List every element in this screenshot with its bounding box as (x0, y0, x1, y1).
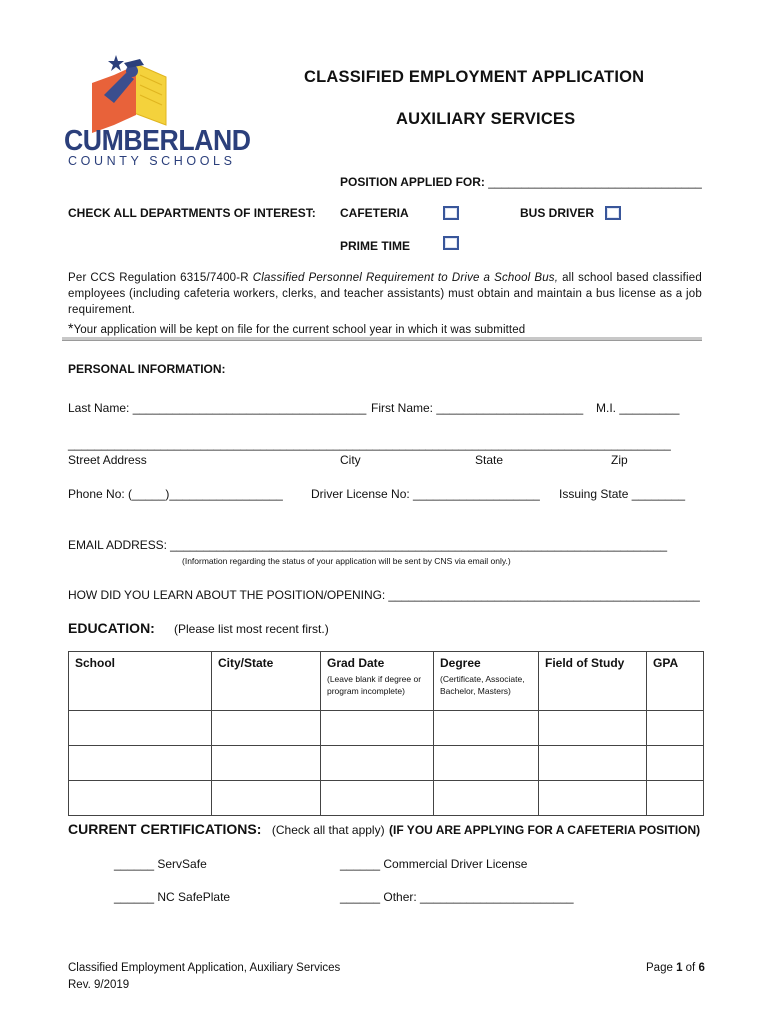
education-header-row (69, 652, 704, 711)
cafeteria-checkbox[interactable] (443, 206, 459, 220)
footer-doc-title: Classified Employment Application, Auxiliary Services (68, 962, 341, 974)
how-learned-field[interactable]: HOW DID YOU LEARN ABOUT THE POSITION/OPENING: _______________________________________________ (68, 588, 700, 602)
table-row[interactable] (69, 711, 704, 746)
first-name-field[interactable]: First Name: ______________________ (371, 401, 584, 415)
col-gpa: GPA (647, 652, 704, 711)
application-kept-note (68, 320, 525, 336)
education-table (68, 651, 704, 816)
cdl-field[interactable]: ______ Commercial Driver License (340, 857, 528, 871)
form-title: CLASSIFIED EMPLOYMENT APPLICATION (304, 68, 645, 86)
section-divider (62, 337, 702, 341)
departments-label: CHECK ALL DEPARTMENTS OF INTEREST: (68, 206, 316, 220)
col-grad-date: Grad Date (Leave blank if degree or program incomplete) (321, 652, 434, 711)
bus-license-notice (68, 270, 702, 318)
prime-time-checkbox[interactable] (443, 236, 459, 250)
col-city-state: City/State (212, 652, 321, 711)
email-field[interactable]: EMAIL ADDRESS: ___________________________________________________________________________ (68, 538, 667, 552)
middle-initial-field[interactable]: M.I. _________ (596, 401, 680, 415)
zip-label: Zip (611, 453, 628, 467)
other-cert-field[interactable]: ______ Other: _______________________ (340, 890, 574, 904)
logo (64, 55, 251, 170)
servsafe-field[interactable]: ______ ServSafe (114, 857, 207, 871)
logo-wordmark: CUMBERLAND (64, 125, 251, 157)
logo-book-icon (74, 55, 224, 135)
cafeteria-label: CAFETERIA (340, 206, 409, 220)
issuing-state-field[interactable]: Issuing State ________ (559, 487, 686, 501)
table-row[interactable] (69, 781, 704, 816)
certifications-heading-line (68, 821, 700, 839)
degree-note: (Certificate, Associate, Bachelor, Masters) (440, 674, 525, 696)
bus-driver-label: BUS DRIVER (520, 206, 595, 220)
notice-prefix: Per CCS Regulation 6315/7400-R (68, 272, 253, 284)
certifications-note-bold: (IF YOU ARE APPLYING FOR A CAFETERIA POSITION) (389, 823, 701, 837)
form-subtitle: AUXILIARY SERVICES (396, 110, 576, 128)
bus-driver-checkbox[interactable] (605, 206, 621, 220)
street-address-label: Street Address (68, 453, 147, 467)
phone-field[interactable]: Phone No: (_____)_________________ (68, 487, 283, 501)
safeplate-field[interactable]: ______ NC SafePlate (114, 890, 231, 904)
city-label: City (340, 453, 361, 467)
state-label: State (475, 453, 504, 467)
email-note: (Information regarding the status of your application will be sent by CNS via email only.) (182, 556, 511, 566)
page-number: Page 1 of 6 (646, 962, 705, 974)
prime-time-label: PRIME TIME (340, 239, 411, 253)
certifications-note: (Check all that apply) (271, 823, 385, 837)
education-note: (Please list most recent first.) (174, 622, 329, 636)
education-heading: EDUCATION: (68, 620, 155, 636)
grad-date-note: (Leave blank if degree or program incomplete) (327, 674, 422, 696)
notice-suffix: all school based classified employees (including cafeteria workers, clerks, and teacher assistants) must obtain and maintain a bus license as a job requirement. (68, 272, 702, 316)
personal-info-heading: PERSONAL INFORMATION: (68, 362, 226, 376)
notice-regulation-title: Classified Personnel Requirement to Drive a School Bus, (252, 272, 559, 284)
asterisk: * (68, 320, 74, 336)
table-row[interactable] (69, 746, 704, 781)
address-line[interactable]: ___________________________________________________________________________________________ (68, 437, 671, 451)
position-applied-label (340, 175, 702, 189)
logo-subtitle: COUNTY SCHOOLS (68, 154, 236, 168)
col-degree: Degree (Certificate, Associate, Bachelor, Masters) (434, 652, 539, 711)
col-field-of-study: Field of Study (539, 652, 647, 711)
position-input[interactable]: ________________________________ (488, 175, 702, 189)
last-name-field[interactable]: Last Name: ___________________________________ (68, 401, 367, 415)
footer-revision: Rev. 9/2019 (68, 979, 130, 991)
kept-text: Your application will be kept on file for the current school year in which it was submitted (73, 324, 526, 336)
certifications-heading: CURRENT CERTIFICATIONS: (68, 821, 262, 837)
col-school: School (69, 652, 212, 711)
position-label: POSITION APPLIED FOR: (340, 175, 485, 189)
driver-license-field[interactable]: Driver License No: ___________________ (311, 487, 540, 501)
